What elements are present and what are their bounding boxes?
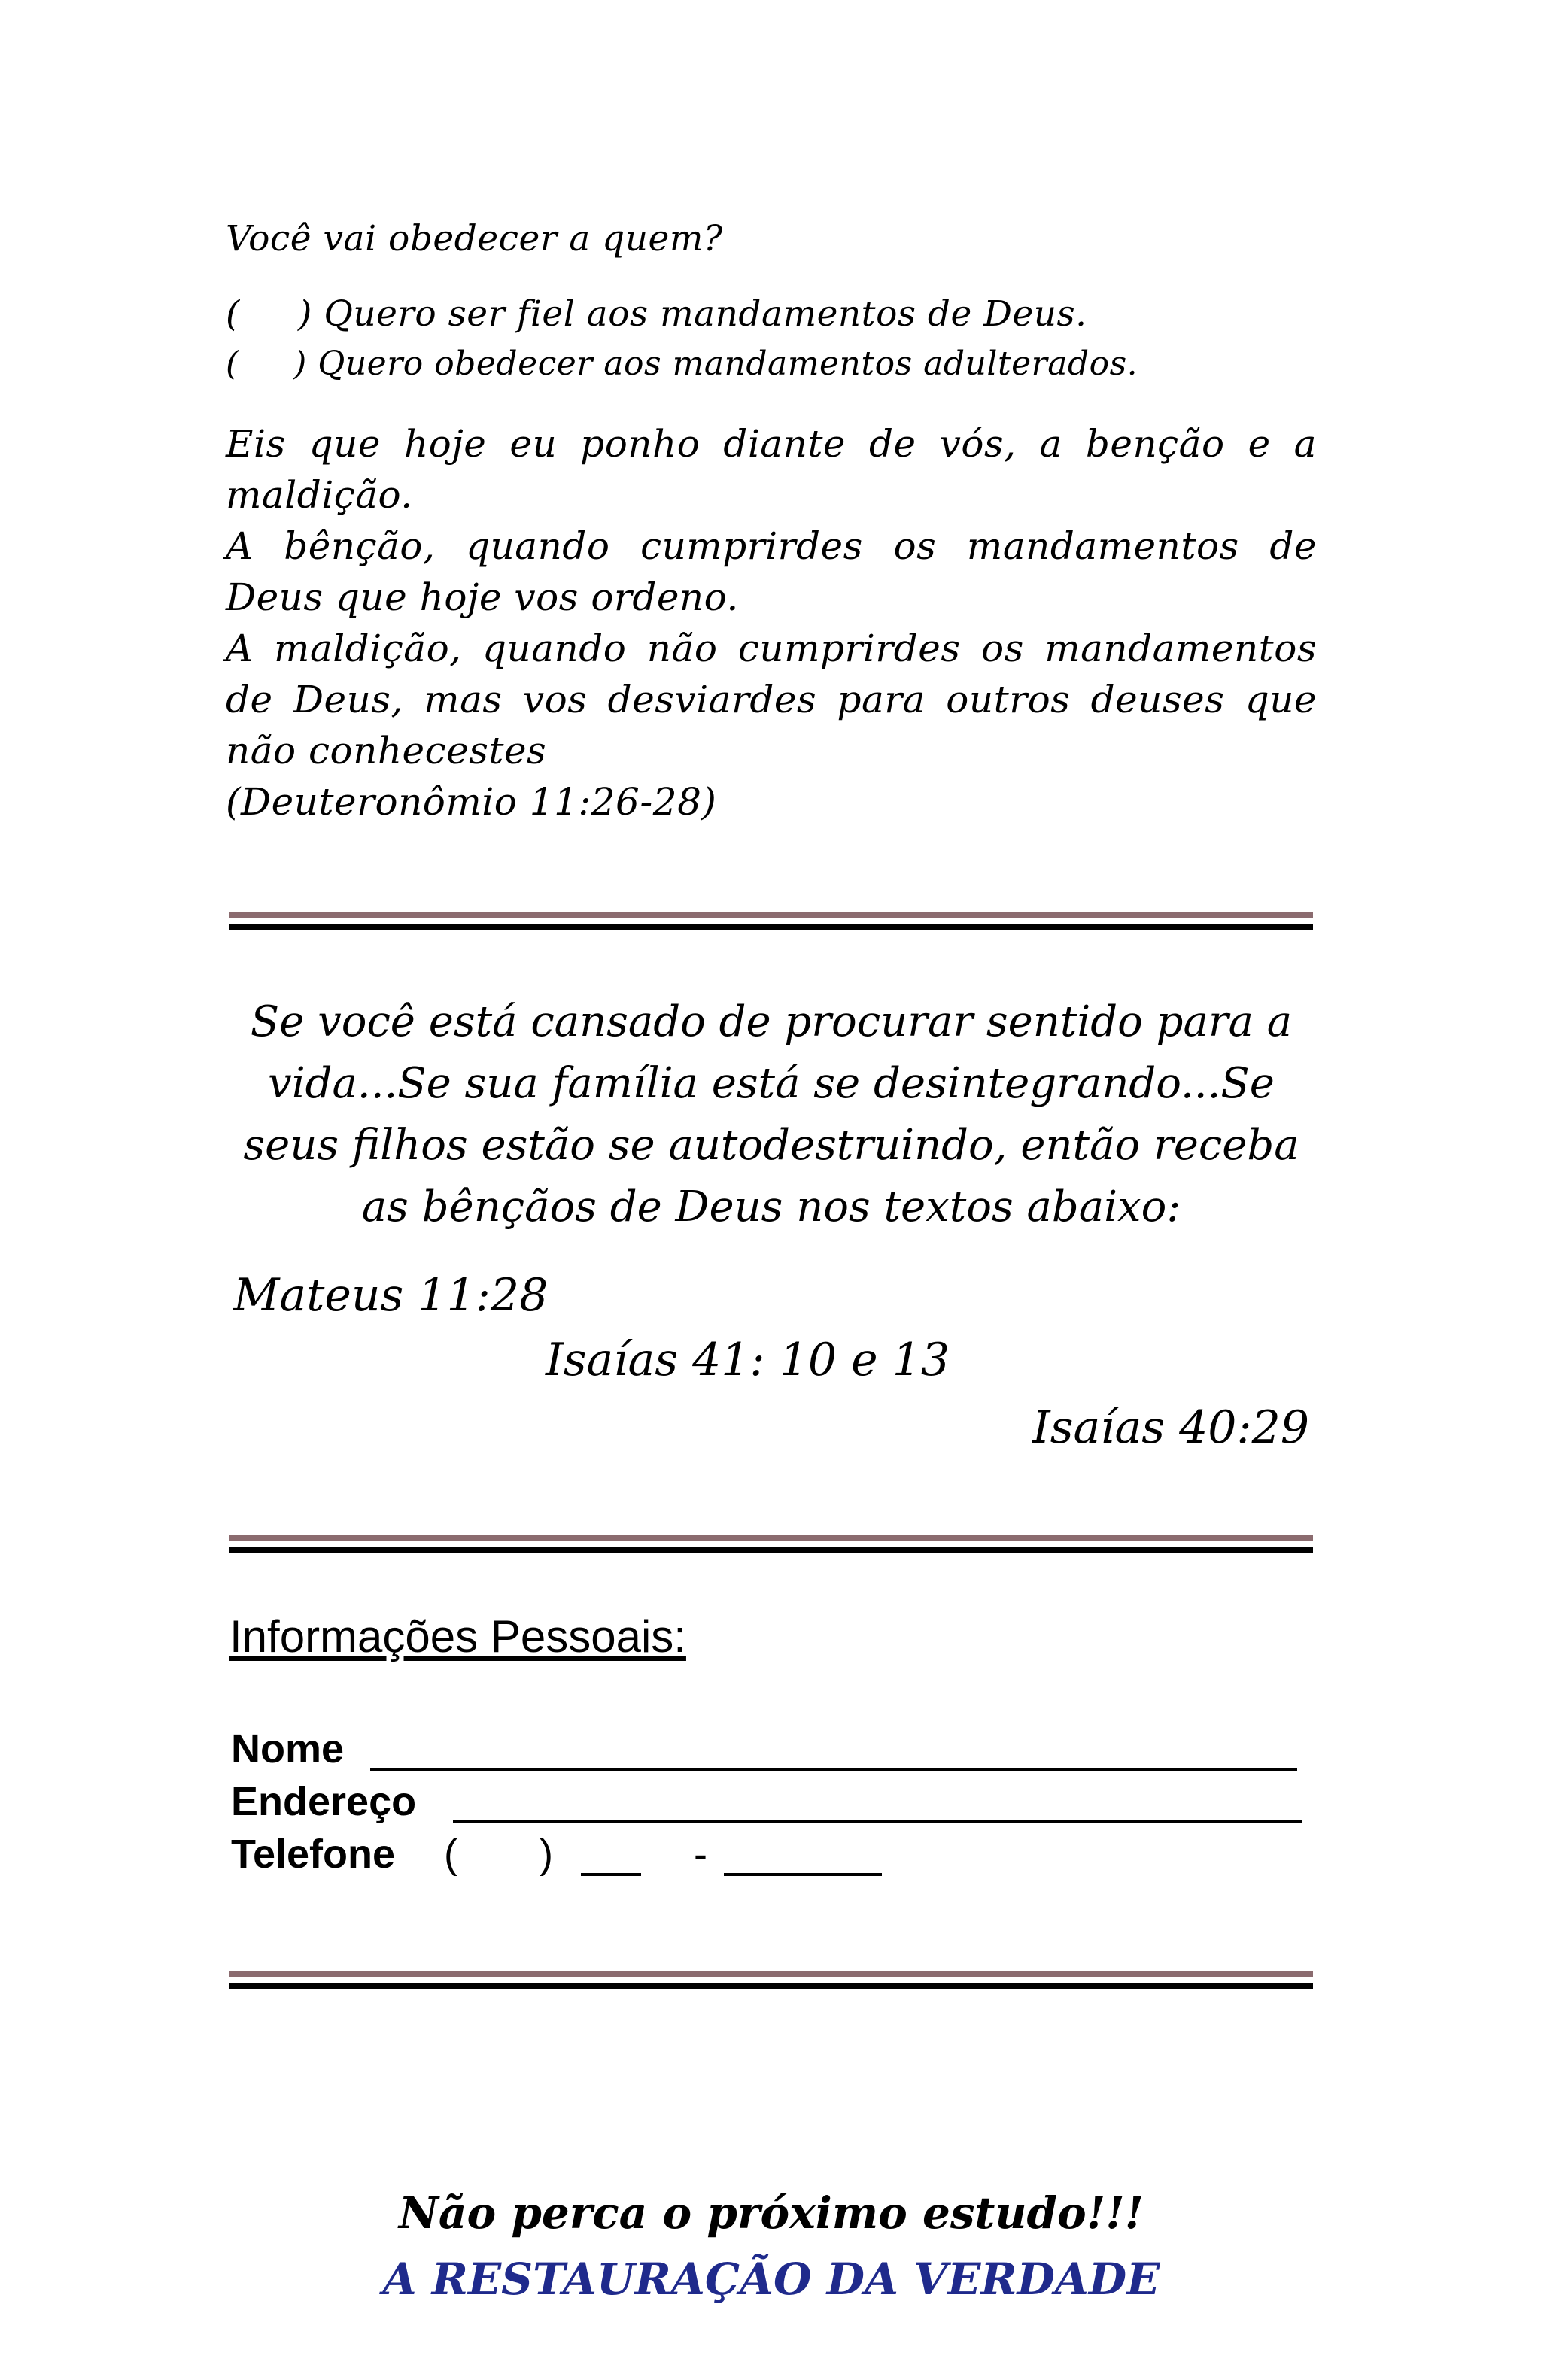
name-label: Nome [231,1726,345,1771]
personal-info-title: Informações Pessoais: [229,1611,686,1662]
phone-label: Telefone [231,1832,396,1877]
verse-reference: (Deuteronômio 11:26-28) [226,780,717,824]
bible-verse [226,418,1317,827]
option-adulterated: ( ) Quero obedecer aos mandamentos adulterados. [226,345,1138,383]
reference-isaias-40: Isaías 40:29 [1032,1401,1309,1454]
divider-line-bottom [229,924,1313,930]
address-row [231,1775,416,1828]
question-title: Você vai obedecer a quem? [226,218,723,260]
reference-mateus: Mateus 11:28 [233,1269,549,1322]
phone-area-paren-open: ( [444,1832,457,1877]
address-field-line[interactable] [453,1820,1302,1823]
verse-paragraph-blessing: A bênção, quando cumprirdes os mandamentos de Deus que hoje vos ordeno. [226,524,1317,619]
section-divider [229,1971,1313,1990]
next-study-title: A RESTAURAÇÃO DA VERDADE [382,2254,1160,2305]
phone-dash: - [694,1832,707,1877]
name-row [231,1723,344,1775]
divider-line-top [229,1971,1313,1977]
phone-number-line[interactable] [724,1873,882,1876]
section-divider [229,912,1313,931]
phone-area-paren-close: ) [540,1832,553,1877]
option-faithful: ( ) Quero ser fiel aos mandamentos de Deus. [226,293,1087,335]
verse-paragraph-blessing-curse: Eis que hoje eu ponho diante de vós, a benção e a maldição. [226,422,1317,517]
name-field-line[interactable] [370,1768,1297,1771]
address-label: Endereço [231,1779,417,1824]
divider-line-bottom [229,1983,1313,1989]
phone-row [231,1828,707,1881]
invitation-text: Se você está cansado de procurar sentido para a vida...Se sua família está se desintegrando...Se seus filhos estão se autodestruindo, então receba as bênçãos de Deus nos textos abaixo: [243,997,1299,1231]
divider-line-top [229,912,1313,918]
verse-paragraph-curse: A maldição, quando não cumprirdes os mandamentos de Deus, mas vos desviardes para outros deuses que não conhecestes [226,627,1317,773]
reference-isaias-41: Isaías 41: 10 e 13 [546,1334,950,1386]
divider-line-bottom [229,1547,1313,1553]
divider-line-top [229,1535,1313,1541]
phone-prefix-line[interactable] [581,1873,641,1876]
section-divider [229,1535,1313,1554]
next-study-notice: Não perca o próximo estudo!!! [398,2187,1144,2239]
